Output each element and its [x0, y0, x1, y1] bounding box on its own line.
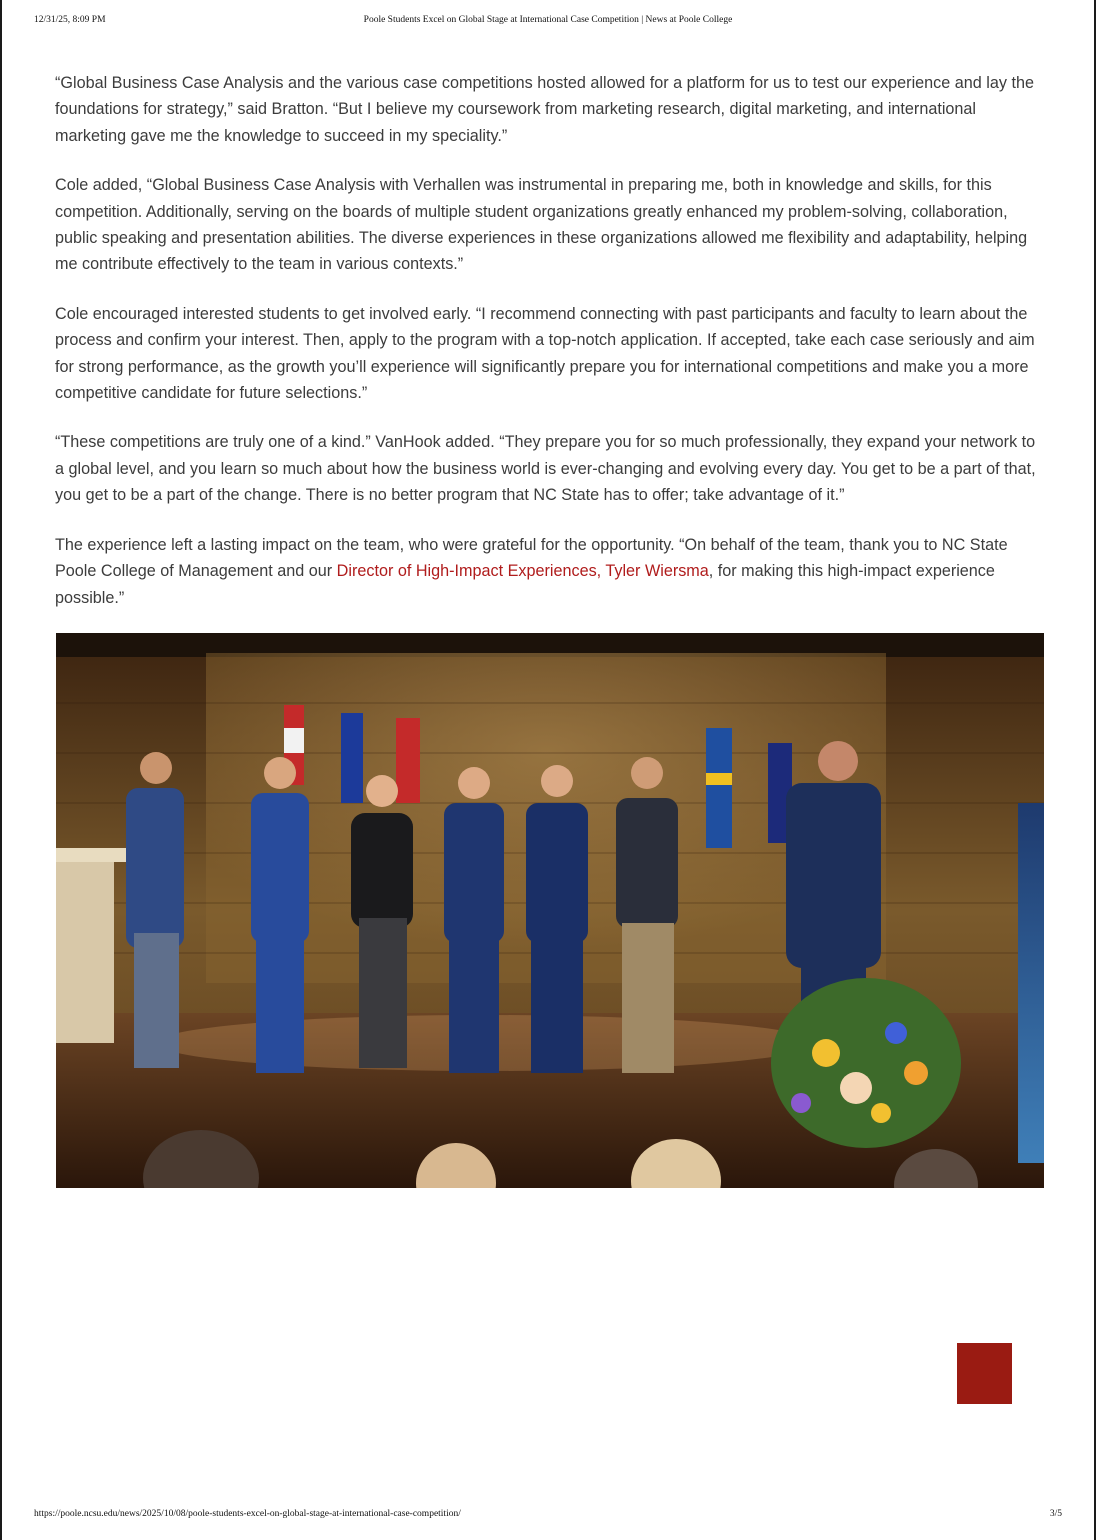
paragraph-cole-quote: Cole added, “Global Business Case Analysis with Verhallen was instrumental in preparing me, both in knowledge and skills, for this competition. Additionally, serving on the boards of multiple student organizations greatly enhanced my problem-solving, collaboration, public speaking and presentation abilities. The diverse experiences in these organizations allowed me flexibility and adaptability, helping me contribute effectively to the team in various contexts.” [55, 176, 1028, 274]
paragraph-vanhook-quote: “These competitions are truly one of a kind.” VanHook added. “They prepare you for so much professionally, they expand your network to a global level, and you learn so much about how the business world is ever-changing and evolving every day. You get to be a part of that, you get to be a part of the change. There is no better program that NC State has to offer; take advantage of it.” [55, 433, 1036, 505]
team-stage-photo [56, 633, 1044, 1188]
back-to-top-button[interactable] [957, 1343, 1012, 1404]
paragraph-closing [55, 532, 1045, 611]
print-page-number: 3/5 [1049, 1509, 1062, 1519]
print-page-title: Poole Students Excel on Global Stage at International Case Competition | News at Poole College [363, 15, 733, 25]
director-link[interactable]: Director of High-Impact Experiences, Tyler Wiersma [336, 562, 709, 581]
closing-text-after: , for making this high-impact experience possible.” [55, 562, 995, 607]
print-url: https://poole.ncsu.edu/news/2025/10/08/poole-students-excel-on-global-stage-at-international-case-competition/ [34, 1509, 461, 1519]
print-datetime: 12/31/25, 8:09 PM [34, 15, 106, 25]
paragraph-cole-advice: Cole encouraged interested students to get involved early. “I recommend connecting with past participants and faculty to learn about the process and confirm your interest. Then, apply to the program with a top-notch application. If accepted, take each case seriously and aim for strong performance, as the growth you’ll experience will significantly prepare you for international competitions and make you a more competitive candidate for future selections.” [55, 304, 1035, 403]
paragraph-bratton-quote: “Global Business Case Analysis and the various case competitions hosted allowed for a platform for us to test our experience and lay the foundations for strategy,” said Bratton. “But I believe my coursework from marketing research, digital marketing, and international marketing gave me the knowledge to succeed in my speciality.” [55, 74, 1034, 145]
closing-text-before: The experience left a lasting impact on the team, who were grateful for the opportunity. “On behalf of the team, thank you to NC State Poole College of Management and our [55, 535, 1008, 581]
article-body [55, 70, 1045, 634]
